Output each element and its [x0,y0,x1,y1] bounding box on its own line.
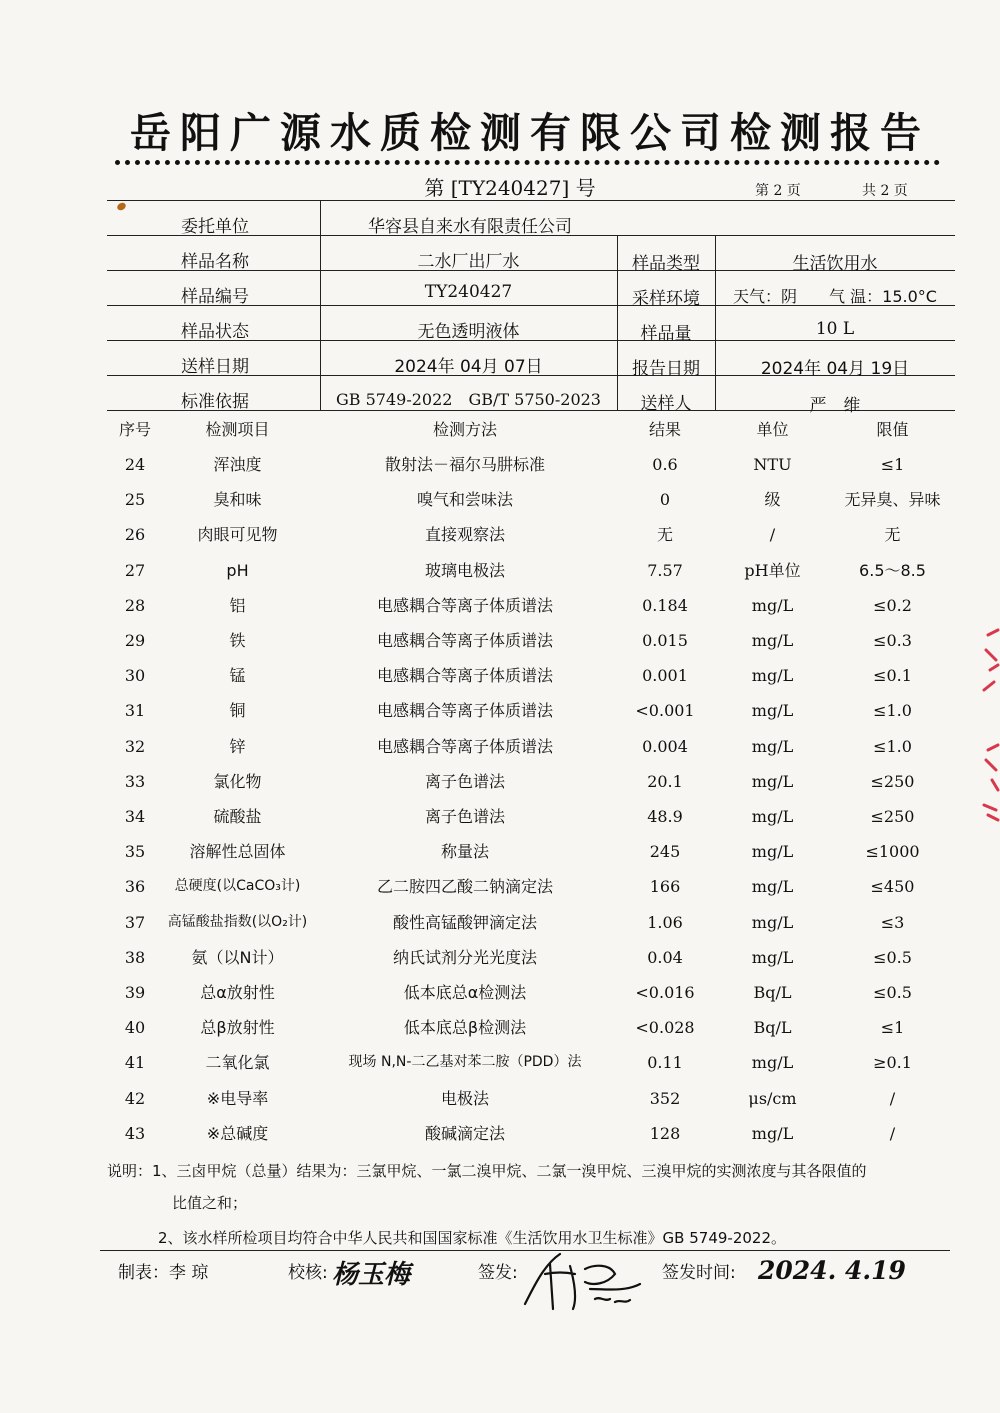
sample-type-value: 生活饮用水 [792,254,878,274]
row-method: 酸碱滴定法 [424,1123,505,1143]
row-limit: ≤0.2 [873,595,912,615]
row-number: 24 [124,455,146,474]
row-limit: ≤3 [880,912,905,932]
table-row [0,799,1000,834]
report-number: 第 [TY240427] 号 [424,176,596,200]
state-label: 样品状态 [181,322,249,342]
row-unit: mg/L [751,1053,794,1073]
row-limit: 6.5～8.5 [859,560,926,580]
note-line-1b: 比值之和； [172,1194,248,1212]
standard-value: GB 5749-2022 GB/T 5750-2023 [335,390,601,409]
row-method: 直接观察法 [424,525,505,545]
row-number: 33 [124,771,146,791]
row-number: 27 [124,560,146,580]
table-row [0,940,1000,975]
row-unit: mg/L [751,842,794,862]
row-item: 臭和味 [213,490,262,510]
row-item: 氨（以N计） [191,947,284,967]
row-number: 34 [124,807,146,826]
table-row [0,834,1000,869]
row-method: 玻璃电极法 [424,560,505,580]
row-result: 0 [659,490,671,510]
row-unit: mg/L [751,631,794,650]
row-limit: ≤1.0 [873,701,912,721]
row-number: 41 [124,1053,146,1073]
row-result: 0.184 [642,595,688,615]
sender-label: 送样人 [640,394,692,414]
row-method: 电感耦合等离子体质谱法 [376,701,553,721]
row-limit: ≤0.5 [873,947,912,967]
note-line-2: 2、该水样所检项目均符合中华人民共和国国家标准《生活饮用水卫生标准》GB 5749-2022。 [158,1229,786,1247]
row-limit: ≥0.1 [873,1053,912,1073]
qty-label: 样品量 [640,324,692,344]
row-unit: NTU [753,455,792,474]
table-row [0,729,1000,764]
row-method: 离子色谱法 [424,807,505,826]
qty-value: 10 L [815,319,855,339]
table-row [0,1010,1000,1045]
row-unit: mg/L [751,595,794,615]
issuer-signature [515,1244,655,1314]
row-method: 电感耦合等离子体质谱法 [376,736,553,756]
row-number: 25 [124,490,146,510]
note-line-1: 说明：1、三卤甲烷（总量）结果为：三氯甲烷、一氯二溴甲烷、二氯一溴甲烷、三溴甲烷的实测浓度与其各限值的 [107,1162,867,1180]
row-method: 电感耦合等离子体质谱法 [376,631,553,650]
row-item: 溶解性总固体 [189,842,286,862]
row-item: 总α放射性 [200,983,275,1002]
row-item: 铝 [229,595,246,615]
table-row [0,517,1000,552]
header-result: 结果 [648,420,681,439]
row-item: 铁 [229,631,246,650]
row-number: 37 [124,912,146,932]
row-item: 肉眼可见物 [197,525,278,545]
row-unit: Bq/L [753,1018,792,1038]
checker-signature: 杨玉梅 [332,1260,411,1290]
report-date-label: 报告日期 [632,359,700,379]
row-limit: ≤250 [870,807,915,826]
row-result: 20.1 [647,771,683,791]
row-unit: mg/L [751,912,794,932]
row-item: ※电导率 [206,1088,269,1108]
row-item: 氯化物 [213,771,262,791]
table-row [0,1045,1000,1080]
sample-name-value: 二水厂出厂水 [417,252,520,272]
row-limit: ≤0.3 [873,631,912,650]
header-unit: 单位 [756,420,789,439]
row-limit: ≤1.0 [873,736,912,756]
row-limit: / [889,1088,896,1108]
row-method: 低本底总β检测法 [403,1018,527,1038]
row-number: 40 [124,1018,146,1038]
results-header [0,412,1000,447]
row-limit: ≤0.5 [873,983,912,1002]
row-unit: mg/L [751,807,794,826]
env-value: 天气：阴 气 温：15.0°C [733,287,937,306]
row-limit: ≤1 [880,1018,905,1038]
table-row [0,693,1000,728]
row-method: 嗅气和尝味法 [416,490,513,510]
table-row [0,482,1000,517]
row-number: 31 [124,701,146,721]
sample-no-value: TY240427 [424,282,513,302]
row-unit: mg/L [751,1123,794,1143]
row-item: 总硬度(以CaCO₃计) [174,878,301,895]
info-rule-top [107,200,955,201]
row-method: 酸性高锰酸钾滴定法 [392,912,537,932]
row-limit: ≤0.1 [873,666,912,686]
table-row [0,1116,1000,1151]
row-result: 0.001 [642,666,688,686]
header-item: 检测项目 [205,420,270,439]
row-unit: mg/L [751,947,794,967]
row-item: 锰 [229,666,246,686]
row-method: 纳氏试剂分光光度法 [392,947,537,967]
row-method: 电极法 [440,1088,489,1108]
row-result: 7.57 [647,560,683,580]
row-result: <0.028 [635,1018,695,1038]
table-row [0,658,1000,693]
row-item: pH [226,560,249,580]
client-value: 华容县自来水有限责任公司 [368,217,572,237]
row-result: 1.06 [647,912,683,932]
row-result: 352 [649,1088,681,1108]
row-result: <0.001 [635,701,695,721]
row-result: 0.11 [647,1053,683,1073]
row-item: 高锰酸盐指数(以O₂计) [167,913,308,930]
row-method: 乙二胺四乙酸二钠滴定法 [376,877,553,897]
row-method: 散射法－福尔马肼标准 [384,455,545,474]
row-unit: Bq/L [753,983,792,1002]
page-current: 第 2 页 [755,183,801,199]
row-method: 现场 N,N-二乙基对苯二胺（PDD）法 [348,1054,582,1071]
row-limit: 无异臭、异味 [844,490,941,510]
row-number: 28 [124,595,146,615]
row-item: 锌 [229,736,246,756]
row-number: 39 [124,983,146,1002]
env-label: 采样环境 [632,289,700,309]
row-limit: ≤250 [870,771,915,791]
row-item: 总β放射性 [200,1018,275,1038]
row-result: 245 [649,842,681,862]
row-unit: / [769,525,776,545]
row-result: 0.015 [642,631,688,650]
row-unit: mg/L [751,771,794,791]
sample-name-label: 样品名称 [181,252,249,272]
header-limit: 限值 [876,420,909,439]
row-number: 36 [124,877,146,897]
table-row [0,553,1000,588]
row-unit: mg/L [751,666,794,686]
row-result: 0.04 [647,947,683,967]
row-item: 硫酸盐 [213,807,262,826]
row-result: 48.9 [647,807,683,826]
prepared-by: 制表：李 琼 [118,1263,209,1283]
row-number: 29 [124,631,146,650]
table-row [0,905,1000,940]
row-limit: ≤1000 [865,842,920,862]
state-value: 无色透明液体 [417,322,520,342]
report-title: 岳阳广源水质检测有限公司检测报告 [130,109,930,157]
row-result: 无 [656,525,673,545]
report-date-value: 2024年 04月 19日 [760,359,910,379]
checked-label: 校核: [288,1263,328,1283]
row-result: 166 [649,877,681,897]
row-unit: mg/L [751,877,794,897]
sample-type-label: 样品类型 [632,254,700,274]
row-number: 32 [124,736,146,756]
row-limit: ≤1 [880,455,905,474]
row-method: 电感耦合等离子体质谱法 [376,666,553,686]
row-number: 30 [124,666,146,686]
table-row [0,869,1000,904]
row-result: <0.016 [635,983,695,1002]
row-unit: 级 [764,490,781,510]
row-limit: 无 [884,525,901,545]
row-result: 128 [649,1123,681,1143]
client-label: 委托单位 [181,217,249,237]
row-item: 浑浊度 [213,455,262,474]
stamp-edge [978,620,1000,830]
row-result: 0.6 [652,455,678,474]
header-method: 检测方法 [432,420,497,439]
row-number: 26 [124,525,146,545]
row-unit: mg/L [751,736,794,756]
title-divider [115,160,940,165]
table-row [0,975,1000,1010]
row-unit: mg/L [751,701,794,721]
sign-time-label: 签发时间: [662,1263,736,1283]
signed-label: 签发: [478,1263,518,1283]
row-unit: μs/cm [748,1088,797,1108]
row-method: 称量法 [440,842,489,862]
table-row [0,764,1000,799]
sender-value: 严 维 [809,396,861,416]
row-method: 离子色谱法 [424,771,505,791]
row-item: ※总碱度 [206,1123,269,1143]
row-number: 38 [124,947,146,967]
page-total: 共 2 页 [862,183,908,199]
standard-label: 标准依据 [181,392,249,412]
row-method: 电感耦合等离子体质谱法 [376,595,553,615]
row-number: 35 [124,842,146,862]
table-row [0,447,1000,482]
row-result: 0.004 [642,736,688,756]
table-row [0,588,1000,623]
send-date-label: 送样日期 [181,357,249,377]
table-row [0,623,1000,658]
table-row [0,1081,1000,1116]
sign-time-value: 2024. 4.19 [758,1256,906,1285]
header-no: 序号 [118,420,151,439]
row-method: 低本底总α检测法 [403,983,527,1002]
row-item: 铜 [229,701,246,721]
sample-no-label: 样品编号 [181,287,249,307]
row-number: 42 [124,1088,146,1108]
row-number: 43 [124,1123,146,1143]
ink-stain [116,201,127,212]
send-date-value: 2024年 04月 07日 [394,357,543,377]
row-unit: pH单位 [744,560,801,580]
row-limit: ≤450 [870,877,915,897]
row-limit: / [889,1123,896,1143]
row-item: 二氧化氯 [205,1053,270,1073]
